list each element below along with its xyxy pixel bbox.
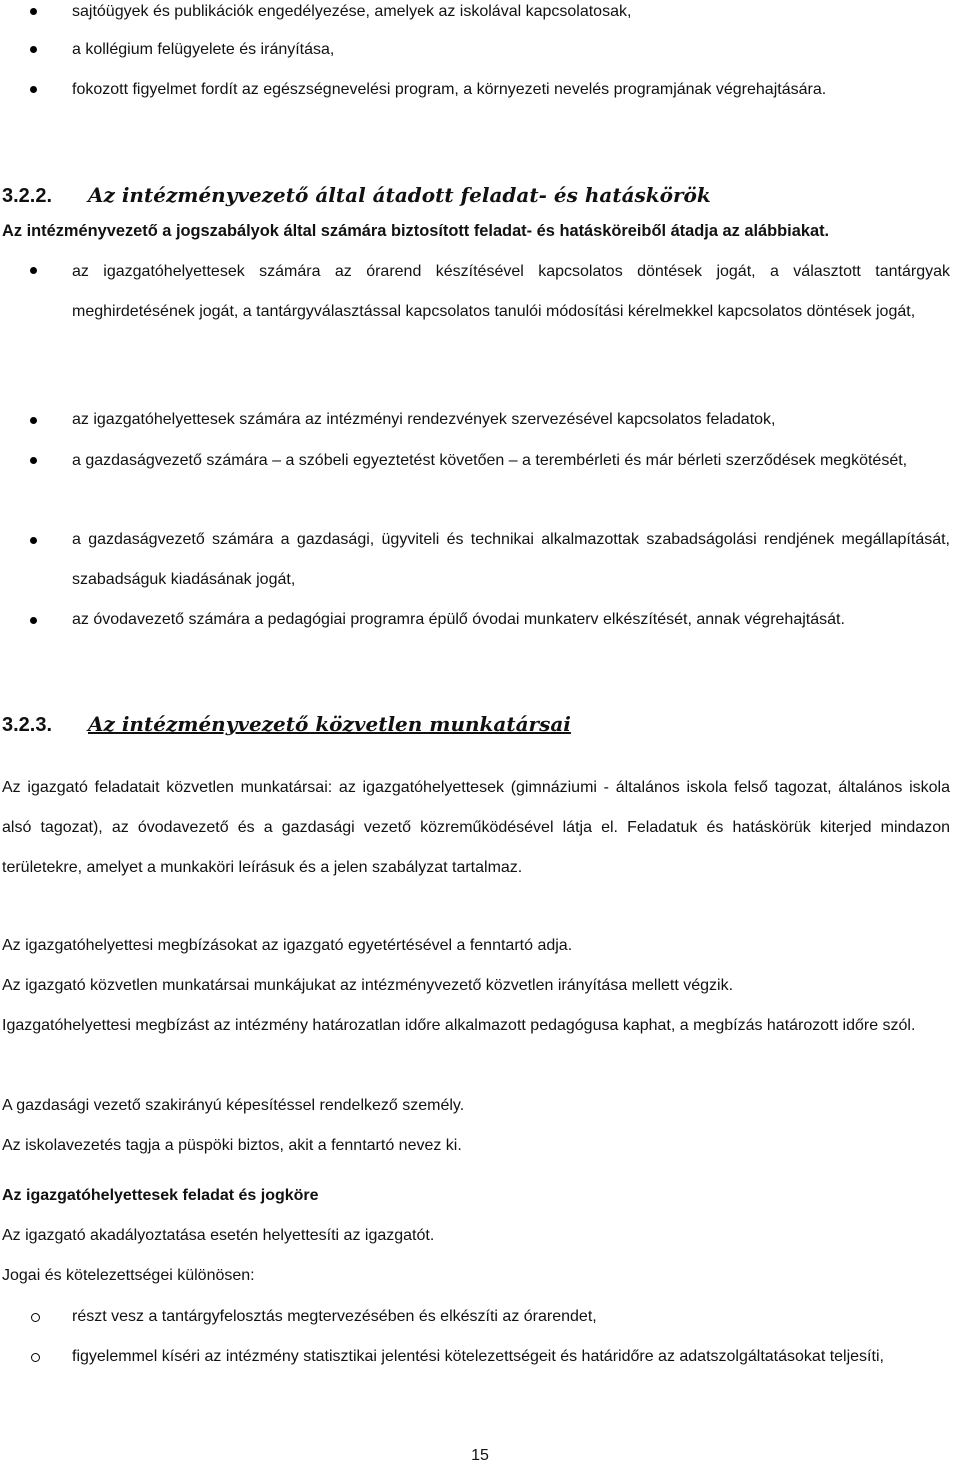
paragraph: Az iskolavezetés tagja a püspöki biztos, akit a fenntartó nevez ki.: [2, 1137, 462, 1154]
list-item: az igazgatóhelyettesek számára az intézményi rendezvények szervezésével kapcsolatos feladatok,: [72, 411, 776, 428]
circle-bullet-icon: [31, 1313, 40, 1322]
page-number: 15: [471, 1447, 489, 1464]
subheading: Az igazgatóhelyettesek feladat és jogköre: [2, 1187, 319, 1204]
section-number: 3.2.2.: [2, 185, 53, 207]
list-item: a gazdaságvezető számára – a szóbeli egyeztetést követően – a terembérleti és már bérleti szerződések megkötését,: [72, 452, 908, 469]
bullet-icon: [30, 86, 37, 93]
bullet-icon: [30, 617, 37, 624]
section-number: 3.2.3.: [2, 714, 53, 736]
paragraph: Jogai és kötelezettségei különösen:: [2, 1267, 255, 1284]
paragraph: Az igazgató közvetlen munkatársai munkájukat az intézményvezető közvetlen irányítása mellett végzik.: [2, 977, 734, 994]
bullet-icon: [30, 8, 37, 15]
bullet-icon: [30, 537, 37, 544]
circle-bullet-icon: [31, 1353, 40, 1362]
section-intro: Az intézményvezető a jogszabályok által számára biztosított feladat- és hatásköreiből átadja az alábbiakat.: [2, 222, 830, 240]
list-item: figyelemmel kíséri az intézmény statisztikai jelentési kötelezettségeit és határidőre az adatszolgáltatásokat teljesíti,: [72, 1348, 884, 1365]
paragraph: Az igazgató feladatait közvetlen munkatársai: az igazgatóhelyettesek (gimnáziumi - általános iskola felső tagozat, általános iskola alsó tagozat), az óvodavezető és a gazdasági vezető közreműködésével látja el. Feladatuk és hatáskörük kiterjed mindazon területekre, amelyet a munkaköri leírásuk és a jelen szabályzat tartalmaz.: [2, 779, 950, 876]
bullet-icon: [30, 267, 37, 274]
list-item: a gazdaságvezető számára a gazdasági, ügyviteli és technikai alkalmazottak szabadságolási rendjének megállapítását, szabadságuk kiadásának jogát,: [72, 531, 950, 588]
list-item: az igazgatóhelyettesek számára az órarend készítésével kapcsolatos döntések jogát, a választott tantárgyak meghirdetésének jogát, a tantárgyválasztással kapcsolatos tanulói módosítási kérelmekkel kapcsolatos döntések jogát,: [72, 263, 950, 320]
bullet-icon: [30, 46, 37, 53]
bullet-icon: [30, 457, 37, 464]
paragraph: Az igazgató akadályoztatása esetén helyettesíti az igazgatót.: [2, 1227, 435, 1244]
paragraph: A gazdasági vezető szakirányú képesítéssel rendelkező személy.: [2, 1097, 465, 1114]
list-item: fokozott figyelmet fordít az egészségnevelési program, a környezeti nevelés programjának végrehajtására.: [72, 81, 827, 98]
list-item: részt vesz a tantárgyfelosztás megtervezésében és elkészíti az órarendet,: [72, 1308, 597, 1325]
section-heading-323: [2, 712, 571, 737]
paragraph: Igazgatóhelyettesi megbízást az intézmény határozatlan időre alkalmazott pedagógusa kaphat, a megbízás határozott időre szól.: [2, 1017, 916, 1034]
bullet-icon: [30, 417, 37, 424]
list-item: a kollégium felügyelete és irányítása,: [72, 41, 335, 58]
section-title: Az intézményvezető közvetlen munkatársai: [88, 712, 571, 736]
section-title: Az intézményvezető által átadott feladat- és hatáskörök: [88, 183, 711, 207]
paragraph: Az igazgatóhelyettesi megbízásokat az igazgató egyetértésével a fenntartó adja.: [2, 937, 573, 954]
list-item: sajtóügyek és publikációk engedélyezése, amelyek az iskolával kapcsolatosak,: [72, 3, 632, 20]
list-item: az óvodavezető számára a pedagógiai programra épülő óvodai munkaterv elkészítését, annak végrehajtását.: [72, 611, 845, 628]
section-heading-322: [2, 183, 711, 208]
